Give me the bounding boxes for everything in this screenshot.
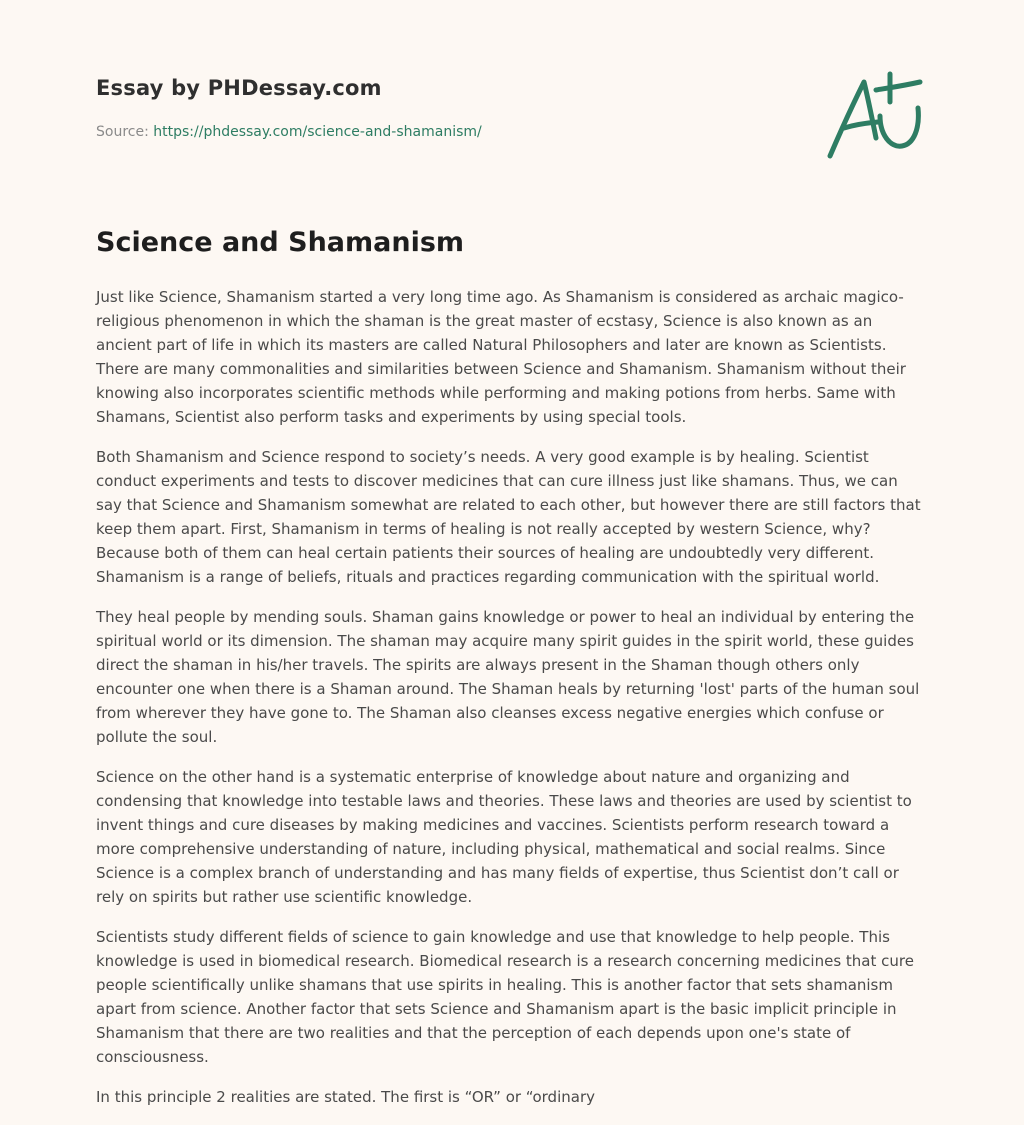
source-label: Source: <box>96 124 154 140</box>
essay-paragraph: Science on the other hand is a systematic enterprise of knowledge about nature and organizing and condensing that knowledge into testable laws and theories. These laws and theories are used by scientist to invent things and cure diseases by making medicines and vaccines. Scientists perform research toward a more comprehensive understanding of nature, including physical, mathematical and social realms. Since Science is a complex branch of understanding and has many fields of expertise, thus Scientist don’t call or rely on spirits but rather use scientific knowledge. <box>96 768 912 906</box>
essay-paragraph: In this principle 2 realities are stated. The first is “OR” or “ordinary <box>96 1088 595 1106</box>
essay-paragraph: Scientists study different fields of science to gain knowledge and use that knowledge to help people. This knowledge is used in biomedical research. Biomedical research is a research concerning medicines that cure people scientifically unlike shamans that use spirits in healing. This is another factor that sets shamanism apart from science. Another factor that sets Science and Shamanism apart is the basic implicit principle in Shamanism that there are two realities and that the perception of each depends upon one's state of consciousness. <box>96 928 914 1066</box>
a-plus-logo-icon <box>824 68 928 164</box>
source-link[interactable]: https://phdessay.com/science-and-shamanism/ <box>153 124 482 140</box>
essay-paragraph: Just like Science, Shamanism started a very long time ago. As Shamanism is considered as archaic magico-religious phenomenon in which the shaman is the great master of ecstasy, Science is also known as an ancient part of life in which its masters are called Natural Philosophers and later are known as Scientists. There are many commonalities and similarities between Science and Shamanism. Shamanism without their knowing also incorporates scientific methods while performing and making potions from herbs. Same with Shamans, Scientist also perform tasks and experiments by using special tools. <box>96 288 906 426</box>
essay-paragraph: Both Shamanism and Science respond to society’s needs. A very good example is by healing. Scientist conduct experiments and tests to discover medicines that can cure illness just like shamans. Thus, we can say that Science and Shamanism somewhat are related to each other, but however there are still factors that keep them apart. First, Shamanism in terms of healing is not really accepted by western Science, why? Because both of them can heal certain patients their sources of healing are undoubtedly very different. Shamanism is a range of beliefs, rituals and practices regarding communication with the spiritual world. <box>96 448 921 586</box>
site-brand: Essay by PHDessay.com <box>96 76 382 100</box>
source-line <box>96 124 482 140</box>
site-header <box>96 76 926 196</box>
essay-paragraph: They heal people by mending souls. Shaman gains knowledge or power to heal an individual by entering the spiritual world or its dimension. The shaman may acquire many spirit guides in the spirit world, these guides direct the shaman in his/her travels. The spirits are always present in the Shaman though others only encounter one when there is a Shaman around. The Shaman heals by returning 'lost' parts of the human soul from wherever they have gone to. The Shaman also cleanses excess negative energies which confuse or pollute the soul. <box>96 608 920 746</box>
essay-body <box>96 285 926 1125</box>
essay-title: Science and Shamanism <box>96 227 465 258</box>
